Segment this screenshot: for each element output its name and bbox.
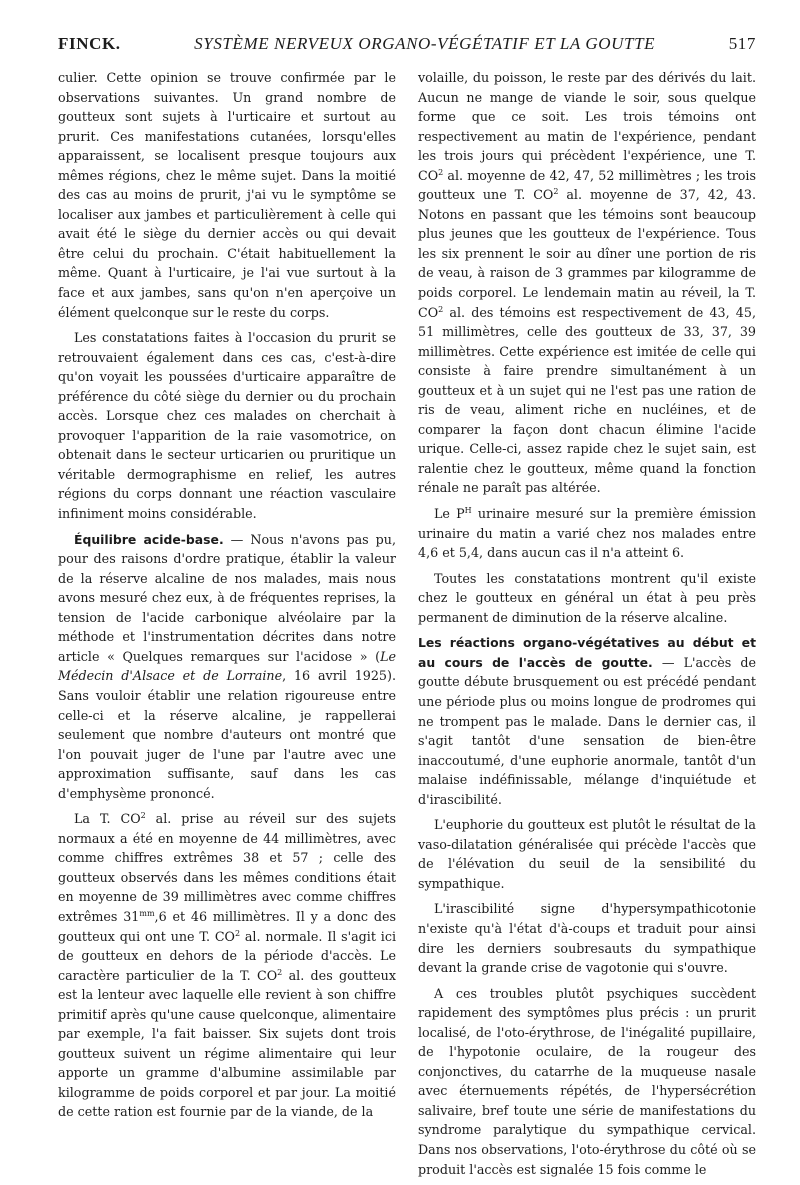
left-column: [58, 68, 396, 1185]
superscript: 2: [553, 187, 559, 197]
text-run: al. prise au réveil sur des sujets normaux a été en moyenne de 44 millimètres, avec comme chiffres extrêmes 38 et 57 ; celle des goutteux observés dans les mêmes conditions était en moyenne de 39 millimètres avec comme chiffres extrêmes 31: [58, 811, 396, 924]
superscript: 2: [140, 811, 146, 820]
page-number: 517: [728, 34, 756, 53]
header-title: SYSTÈME NERVEUX ORGANO-VÉGÉTATIF ET LA GOUTTE: [194, 34, 656, 53]
text-run: al. normale. Il s'agit ici de goutteux en dehors de la période d'accès. Le caractère particulier de la T. CO: [58, 928, 396, 983]
section-heading: Les réactions organo-végétatives au début et au cours de l'accès de goutte.: [418, 635, 756, 670]
text-run: ,6 et 46 millimètres. Il y a donc des goutteux qui ont une T. CO: [58, 908, 396, 944]
superscript: H: [464, 505, 472, 515]
header-author: FINCK.: [58, 34, 121, 53]
two-column-body: [58, 68, 756, 1185]
paragraph: Toutes les constatations montrent qu'il existe chez le goutteux en général un état à peu près permanent de diminution de la réserve alcaline.: [418, 570, 756, 625]
paragraph: Les constatations faites à l'occasion du prurit se retrouvaient également dans ces cas, c'est-à-dire qu'on voyait les poussées d'urticaire apparaître de préférence du côté siège du dernier ou du prochain accès. Lorsque chez ces malades on cherchait à provoquer l'apparition de la raie vasomotrice, on obtenait dans le secteur urticarien ou pruritique un véritable dermographisme en relief, les autres régions du corps donnant une réaction vasculaire infiniment moins considérable.: [58, 330, 396, 522]
superscript: 2: [438, 304, 444, 314]
journal-title: Le Médecin d'Alsace et de Lorraine: [58, 648, 396, 684]
paragraph: L'irascibilité signe d'hypersympathicotonie n'existe qu'à l'état d'à-coups et traduit pour ainsi dire les derniers soubresauts du sympathique devant la grande crise de vagotonie qui s'ouvre.: [418, 901, 756, 976]
superscript: 2: [438, 167, 444, 177]
paragraph: A ces troubles plutôt psychiques succèdent rapidement des symptômes plus précis : un prurit localisé, de l'oto-érythrose, de l'inégalité pupillaire, de l'hypotonie oculaire, de la rougeur des conjonctives, du catarrhe de la muqueuse nasale avec éternuements répétés, de l'hypersécrétion salivaire, bref toute une série de manifestations du syndrome paralytique du sympathique cervical. Dans nos observations, l'oto-érythrose du côté où se produit l'accès est signalée 15 fois comme le: [418, 985, 756, 1177]
text-run: — L'accès de goutte débute brusquement ou est précédé pendant une période plus ou moins longue de prodromes qui ne trompent pas le malade. Dans le dernier cas, il s'agit tantôt d'une sensation de bien-être inaccoutumé, d'une euphorie anormale, tantôt d'un malaise indéfinissable, mélange d'inquiétude et d'irascibilité.: [418, 654, 756, 807]
superscript: mm: [139, 908, 155, 918]
paragraph: [418, 68, 756, 498]
text-run: al. moyenne de 42, 47, 52 millimètres ; les trois goutteux une T. CO: [418, 167, 756, 203]
text-run: , 16 avril 1925). Sans vouloir établir une relation rigoureuse entre celle-ci et la réserve alcaline, je rappellerai seulement que nombre d'auteurs ont montré que l'on pouvait juger de l'une par l'autre avec une approximation suffisante, sauf dans les cas d'emphysème prononcé.: [58, 668, 396, 801]
paragraph: culier. Cette opinion se trouve confirmée par le observations suivantes. Un grand nombre de goutteux sont sujets à l'urticaire et surtout au prurit. Ces manifestations cutanées, lorsqu'elles apparaissent, se localisent presque toujours aux mêmes régions, chez le même sujet. Dans la moitié des cas au moins de prurit, j'ai vu le symptôme se localiser aux jambes et particulièrement à celle qui avait été le siège du dernier accès ou qui devait être celui du prochain. C'était habituellement la même. Quant à l'urticaire, je l'ai vue surtout à la face et aux jambes, sans qu'on n'en aperçoive un élément quelconque sur le reste du corps.: [58, 70, 396, 320]
text-run: — Nous n'avons pas pu, pour des raisons d'ordre pratique, établir la valeur de la réserve alcaline de nos malades, mais nous avons mesuré chez eux, à de fréquentes reprises, la tension de l'acide carbonique alvéolaire par la méthode et l'instrumentation décrites dans notre article « Quelques remarques sur l'acidose » (: [58, 531, 396, 664]
paragraph-tco2: [58, 809, 396, 1122]
section-heading: Équilibre acide-base.: [74, 531, 224, 547]
superscript: 2: [277, 967, 283, 977]
running-header: [58, 34, 756, 54]
text-run: al. des goutteux est la lenteur avec laquelle elle revient à son chiffre primitif après qu'une cause quelconque, alimentaire par exemple, l'a fait baisser. Six sujets dont trois goutteux suivent un régime alimentaire qui leur apporte un gramme d'albumine assimilable par kilogramme de poids corporel et par jour. La moitié de cette ration est fournie par de la viande, de la: [58, 967, 397, 1120]
text-run: al. moyenne de 37, 42, 43. Notons en passant que les témoins sont beaucoup plus jeunes que les goutteux de l'expérience. Tous les six prennent le soir au dîner une portion de ris de veau, à raison de 3 grammes par kilogramme de poids corporel. Le lendemain matin au réveil, la T. CO: [418, 187, 757, 320]
paragraph: L'euphorie du goutteux est plutôt le résultat de la vaso-dilatation généralisée qui précède l'accès que de l'élévation du seuil de la sensibilité du sympathique.: [418, 817, 756, 891]
right-column: [418, 68, 756, 1185]
text-run: La T. CO: [74, 811, 141, 827]
text-run: volaille, du poisson, le reste par des dérivés du lait. Aucun ne mange de viande le soir, sous quelque forme que ce soit. Les trois témoins ont respectivement au matin de l'expérience, pendant les trois jours qui précèdent l'expérience, une T. CO: [418, 70, 756, 183]
paragraph-acid-base: [58, 530, 396, 804]
paragraph-ph: [418, 504, 756, 563]
text-run: Le P: [434, 506, 465, 522]
text-run: al. des témoins est respectivement de 43, 45, 51 millimètres, celle des goutteux de 33, 37, 39 millimètres. Cette expérience est imitée de celle qui consiste à faire prendre simultanément à un goutteux et à un sujet qui ne l'est pas une ration de ris de veau, aliment riche en nucléines, et de comparer la façon dont chacun élimine l'acide urique. Celle-ci, assez rapide chez le sujet sain, est ralentie chez le goutteux, même quand la fonction rénale ne paraît pas altérée.: [418, 304, 756, 496]
paragraph-reactions: [418, 633, 756, 809]
text-run: urinaire mesuré sur la première émission urinaire du matin a varié chez nos malades entre 4,6 et 5,4, dans aucun cas il n'a atteint 6.: [418, 506, 756, 561]
superscript: 2: [234, 928, 241, 938]
